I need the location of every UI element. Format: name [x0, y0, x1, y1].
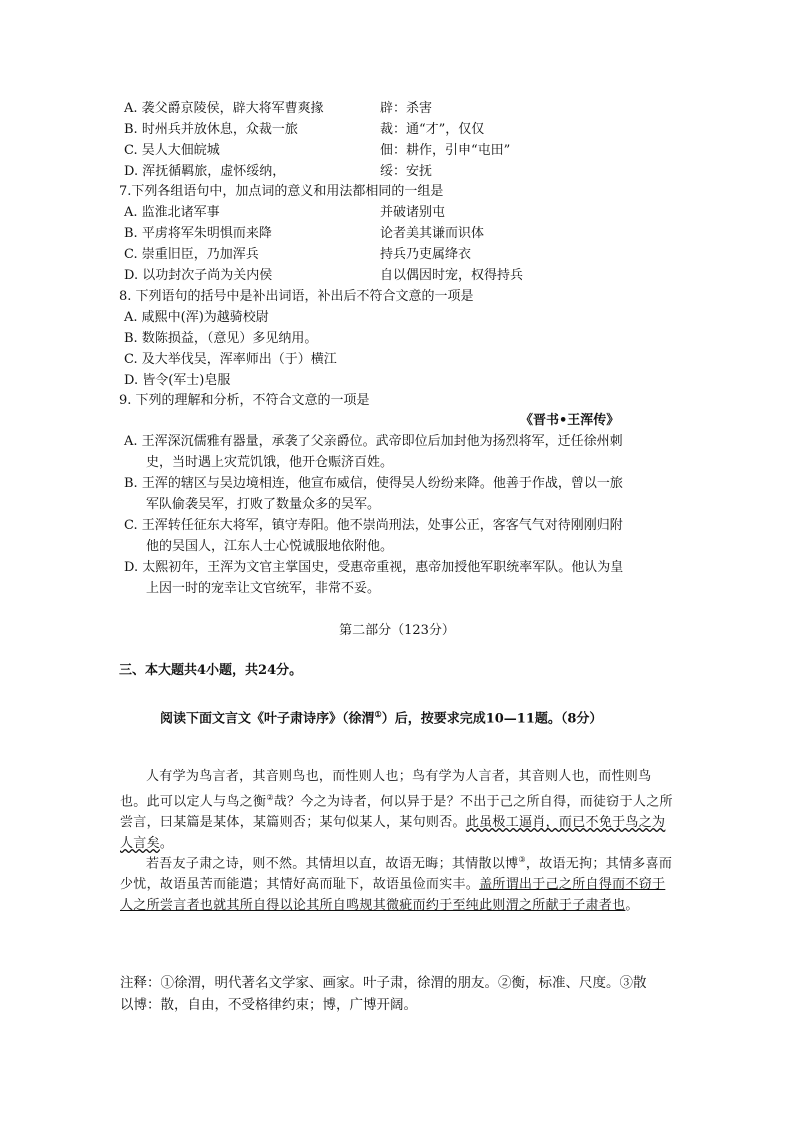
q6-option-d: D. 浑抚循羁旅，虚怀绥纳，: [124, 164, 286, 179]
passage-p1-text-b: 哉？今之为诗者，何以异于是？不出于己之所自得，而徒窃于人之所尝言，曰某篇是某体，某篇则否；某句似某人，某句则否。: [120, 794, 673, 831]
q9-option-c-line2: 他的吴国人，江东人士心悦诚服地依附他。: [146, 539, 394, 554]
q9-option-d-line2: 上因一时的宠幸让文官统军，非常不妥。: [146, 581, 381, 596]
q9-option-b-line1: B. 王浑的辖区与吴边境相连，他宣布威信，使得吴人纷纷来降。他善于作战，曾以一旅: [124, 476, 623, 491]
q6-option-a: A. 袭父爵京陵侯，辟大将军曹爽掾: [124, 101, 324, 116]
q6-option-c-gloss: 佃：耕作，引申“屯田”: [380, 143, 511, 158]
passage-p1-text-a: 人有学为鸟言者，其音则鸟也，而性则人也；鸟有学为人言者，其音则人也，而性则鸟也。此可以定人与鸟之衡: [120, 769, 652, 810]
q9-option-a-line2: 史，当时遇上灾荒饥饿，他开仓赈济百姓。: [146, 455, 394, 470]
passage-p2-text-b: ，故语无拘；其情多喜而少忧，故语虽苦而能遣；其情好高而耻下，故语虽俭而实丰。: [120, 856, 673, 893]
passage-p1-end: 。: [159, 836, 174, 852]
q7-option-a-right: 并破诸别屯: [380, 205, 446, 220]
q6-option-b-gloss: 裁：通“才”，仅仅: [380, 122, 485, 137]
q6-option-c: C. 吴人大佃皖城: [124, 143, 220, 158]
part2-title: 第二部分（123分）: [339, 623, 455, 638]
q8-option-a: A. 咸熙中(浑)为越骑校尉: [124, 310, 269, 325]
section3-title: 三、本大题共4小题，共24分。: [119, 663, 303, 678]
passage-paragraph-2: [120, 849, 676, 916]
q7-option-a: A. 监淮北诸军事: [124, 205, 220, 220]
q6-option-a-gloss: 辟：杀害: [380, 101, 433, 116]
passage-p2-text-a: 若吾友子肃之诗，则不然。其情坦以直，故语无晦；其情散以博: [146, 856, 519, 872]
notes-line-2: 以博：散，自由，不受格律约束；博，广博开阔。: [120, 997, 417, 1013]
reading-instruction-post: ）后，按要求完成10—11题。（8分）: [381, 711, 603, 727]
q8-option-d: D. 皆令(军士)皂服: [124, 373, 231, 388]
q8-option-c: C. 及大举伐吴，浑率师出（于）横江: [124, 352, 337, 367]
q9-option-d-line1: D. 太熙初年，王浑为文官主掌国史，受惠帝重视，惠帝加授他军职统率军队。他认为皇: [124, 560, 624, 575]
q7-option-d-right: 自以偶因时宠，权得持兵: [380, 268, 524, 283]
footnote-marker-1: ①: [374, 709, 382, 719]
footnote-marker-2: ②: [266, 793, 274, 802]
q8-stem: 8. 下列语句的括号中是补出词语，补出后不符合文意的一项是: [119, 289, 474, 304]
q8-option-b: B. 数陈损益，（意见）多见纳用。: [124, 331, 318, 346]
q7-option-b-right: 论者美其谦而识体: [380, 226, 485, 241]
q9-option-b-line2: 军队偷袭吴军，打败了数量众多的吴军。: [146, 497, 381, 512]
q7-option-b: B. 平虏将军朱明惧而来降: [124, 226, 272, 241]
footnote-marker-3: ③: [518, 855, 526, 864]
reading-instruction: [160, 704, 602, 729]
q9-option-a-line1: A. 王浑深沉儒雅有器量，承袭了父亲爵位。武帝即位后加封他为扬烈将军，迁任徐州刺: [124, 434, 623, 449]
reading-instruction-pre: 阅读下面文言文《叶子肃诗序》（徐渭: [160, 711, 375, 727]
passage-p2-end: 。: [625, 898, 639, 914]
q9-stem: 9. 下列的理解和分析，不符合文意的一项是: [119, 393, 370, 408]
q6-option-b: B. 时州兵并放休息，众裁一旅: [124, 122, 298, 137]
q7-option-c-right: 持兵乃吏属绛衣: [380, 247, 472, 262]
q9-option-c-line1: C. 王浑转任征东大将军，镇守寿阳。他不崇尚刑法，处事公正，客客气气对待刚刚归附: [124, 518, 623, 533]
passage-p1-underlined-sentence: 此虽极工逼肖，而已不免于鸟之为人言矣: [120, 815, 666, 852]
q9-source-title: 《晋书•王浑传》: [520, 413, 620, 428]
q6-option-d-gloss: 绥：安抚: [380, 164, 433, 179]
q7-stem: 7.下列各组语句中，加点词的意义和用法都相同的一组是: [119, 184, 444, 199]
q7-option-c: C. 崇重旧臣，乃加浑兵: [124, 247, 259, 262]
notes-line-1: 注释：①徐渭，明代著名文学家、画家。叶子肃，徐渭的朋友。②衡，标准、尺度。③散: [120, 975, 647, 991]
passage-paragraph-1: [120, 766, 676, 854]
q7-option-d: D. 以功封次子尚为关内侯: [124, 268, 273, 283]
passage-p2-underlined-sentence: 盖所谓出于己之所自得而不窃于人之所尝言者也就其所自得以论其所自鸣规其微疵而约于至纯此则渭之所献于子肃者也: [120, 877, 666, 914]
